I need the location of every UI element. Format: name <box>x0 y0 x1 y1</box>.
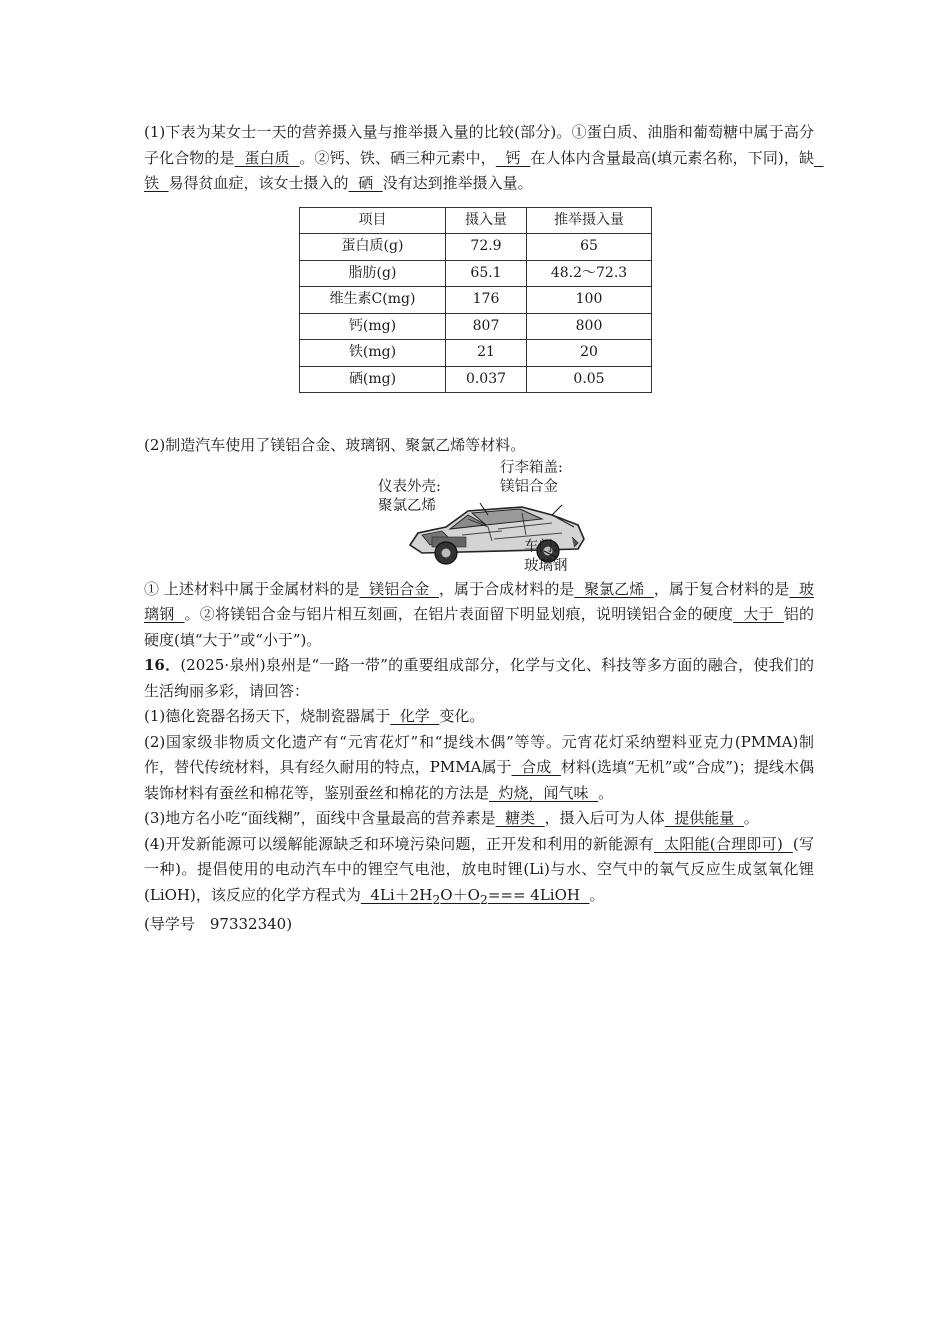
equation-part: === 4LiOH <box>487 885 590 904</box>
trunk-lid-material: 镁铝合金 <box>500 478 558 495</box>
answer-new-energy: 太阳能(合理即可) <box>653 834 793 853</box>
table-cell: 0.037 <box>446 366 527 393</box>
table-cell: 脂肪(g) <box>300 260 446 287</box>
equation-subscript: 2 <box>479 891 488 907</box>
question-2-text <box>144 577 814 654</box>
q1-text-part: 易得贫血症，该女士摄入的 <box>168 174 349 192</box>
table-cell: 800 <box>527 313 652 340</box>
answer-synthetic: 合成 <box>511 758 561 776</box>
table-row <box>300 366 652 393</box>
q1-text-part: 没有达到推举摄入量。 <box>382 174 533 192</box>
answer-carbohydrate: 糖类 <box>495 809 545 827</box>
table-row <box>300 340 652 367</box>
q2-text-part: 铝的硬度(填“大于”或“小于”)。 <box>144 605 814 649</box>
question-source: (2025·泉州) <box>180 656 266 674</box>
table-header: 项目 <box>300 207 446 234</box>
question-2-intro: (2)制造汽车使用了镁铝合金、玻璃钢、聚氯乙烯等材料。 <box>144 436 526 454</box>
answer-protein: 蛋白质 <box>234 148 300 167</box>
trunk-lid-label <box>500 459 563 497</box>
q16p3-text-part: ，摄入后可为人体 <box>544 809 665 827</box>
door-material: 玻璃钢 <box>524 557 568 574</box>
q16p1-text-part: 变化。 <box>439 707 485 725</box>
trunk-lid-caption: 行李箱盖: <box>500 459 563 476</box>
table-cell: 维生素C(mg) <box>300 287 446 314</box>
table-cell: 65.1 <box>446 260 527 287</box>
table-cell: 176 <box>446 287 527 314</box>
table-cell: 21 <box>446 340 527 367</box>
q2-text-part: ① 上述材料中属于金属材料的是 <box>144 579 360 598</box>
q16p2-text-part: (2)国家级非物质文化遗产有“元宵花灯”和“提线木偶”等等。元宵花灯采纳塑料亚克力(PMMA)制作，替代传统材料，具有经久耐用的特点，PMMA属于 <box>144 732 814 776</box>
dashboard-label <box>378 478 441 516</box>
q16p3-text-part: 。 <box>743 809 759 827</box>
table-cell: 20 <box>527 340 652 367</box>
answer-hardness: 大于 <box>733 605 784 623</box>
equation-subscript: 2 <box>432 891 441 907</box>
table-row <box>300 287 652 314</box>
table-cell: 硒(mg) <box>300 366 446 393</box>
q2-text-part: ，属于合成材料的是 <box>438 579 575 598</box>
q16p3-text-part: (3)地方名小吃“面线糊”，面线中含量最高的营养素是 <box>144 809 496 827</box>
q16p2-text-part: 。 <box>598 783 614 802</box>
dashboard-caption: 仪表外壳: <box>378 478 441 495</box>
table-row <box>300 313 652 340</box>
question-1-text <box>144 120 824 197</box>
table-row <box>300 260 652 287</box>
answer-composite-material: 玻璃钢 <box>144 579 814 623</box>
q1-text-part: 。②钙、铁、硒三种元素中， <box>299 148 496 167</box>
table-cell: 100 <box>527 287 652 314</box>
question-16-part-1 <box>144 704 814 730</box>
table-cell: 铁(mg) <box>300 340 446 367</box>
q16p2-text-part: 材料(选填“无机”或“合成”)；提线木偶装饰材料有蚕丝和棉花等，鉴别蚕丝和棉花的方法是 <box>144 758 814 802</box>
q16p1-text-part: (1)德化瓷器名扬天下，烧制瓷器属于 <box>144 707 391 725</box>
answer-metal-material: 镁铝合金 <box>359 579 439 598</box>
answer-iron: 铁 <box>144 148 824 192</box>
question-16-part-2 <box>144 730 814 807</box>
nutrition-table <box>299 207 652 394</box>
car-figure <box>144 459 814 577</box>
q16p4-text-part: (写一种)。提倡使用的电动汽车中的锂空气电池，放电时锂(Li)与水、空气中的氧气反应生成氢氧化锂(LiOH)，该反应的化学方程式为 <box>144 834 814 904</box>
answer-selenium: 硒 <box>348 174 383 192</box>
question-stem: 泉州是“一路一带”的重要组成部分，化学与文化、科技等多方面的融合，使我们的生活绚丽多彩，请回答： <box>144 656 815 700</box>
table-cell: 蛋白质(g) <box>300 234 446 261</box>
dashboard-material: 聚氯乙烯 <box>378 497 436 514</box>
answer-chemical-change: 化学 <box>390 707 440 725</box>
equation-part: O＋O <box>440 885 480 904</box>
question-16-part-3 <box>144 806 814 832</box>
q16p4-text-part: (4)开发新能源可以缓解能源缺乏和环境污染问题，正开发和利用的新能源有 <box>144 834 654 853</box>
answer-calcium: 钙 <box>495 148 531 167</box>
table-header: 推举摄入量 <box>527 207 652 234</box>
answer-burn-smell: 灼烧，闻气味 <box>489 783 599 802</box>
equation-part: 4Li＋2H <box>360 885 433 904</box>
answer-synthetic-material: 聚氯乙烯 <box>574 579 654 598</box>
q2-text-part: 。②将镁铝合金与铝片相互刻画，在铝片表面留下明显划痕，说明镁铝合金的硬度 <box>184 605 734 623</box>
question-number: 16． <box>144 656 181 674</box>
q2-text-part: ，属于复合材料的是 <box>653 579 790 598</box>
q16p4-text-part: 。 <box>589 885 605 904</box>
table-cell: 钙(mg) <box>300 313 446 340</box>
table-cell: 65 <box>527 234 652 261</box>
question-16-part-4 <box>144 832 814 913</box>
table-header: 摄入量 <box>446 207 527 234</box>
study-reference-number: (导学号 97332340) <box>144 915 293 933</box>
q1-text-part: 在人体内含量最高(填元素名称，下同)，缺 <box>530 148 814 167</box>
table-header-row <box>300 207 652 234</box>
question-16-stem <box>144 653 814 704</box>
q1-text-part: (1)下表为某女士一天的营养摄入量与推举摄入量的比较(部分)。①蛋白质、油脂和葡萄糖中属于高分子化合物的是 <box>144 123 814 167</box>
table-cell: 72.9 <box>446 234 527 261</box>
table-cell: 48.2～72.3 <box>527 260 652 287</box>
table-cell: 807 <box>446 313 527 340</box>
answer-chemical-equation <box>360 885 590 907</box>
table-cell: 0.05 <box>527 366 652 393</box>
door-label <box>524 538 568 576</box>
worksheet-page <box>144 120 824 938</box>
table-row <box>300 234 652 261</box>
door-caption: 车门: <box>524 538 558 555</box>
answer-provide-energy: 提供能量 <box>664 809 744 827</box>
